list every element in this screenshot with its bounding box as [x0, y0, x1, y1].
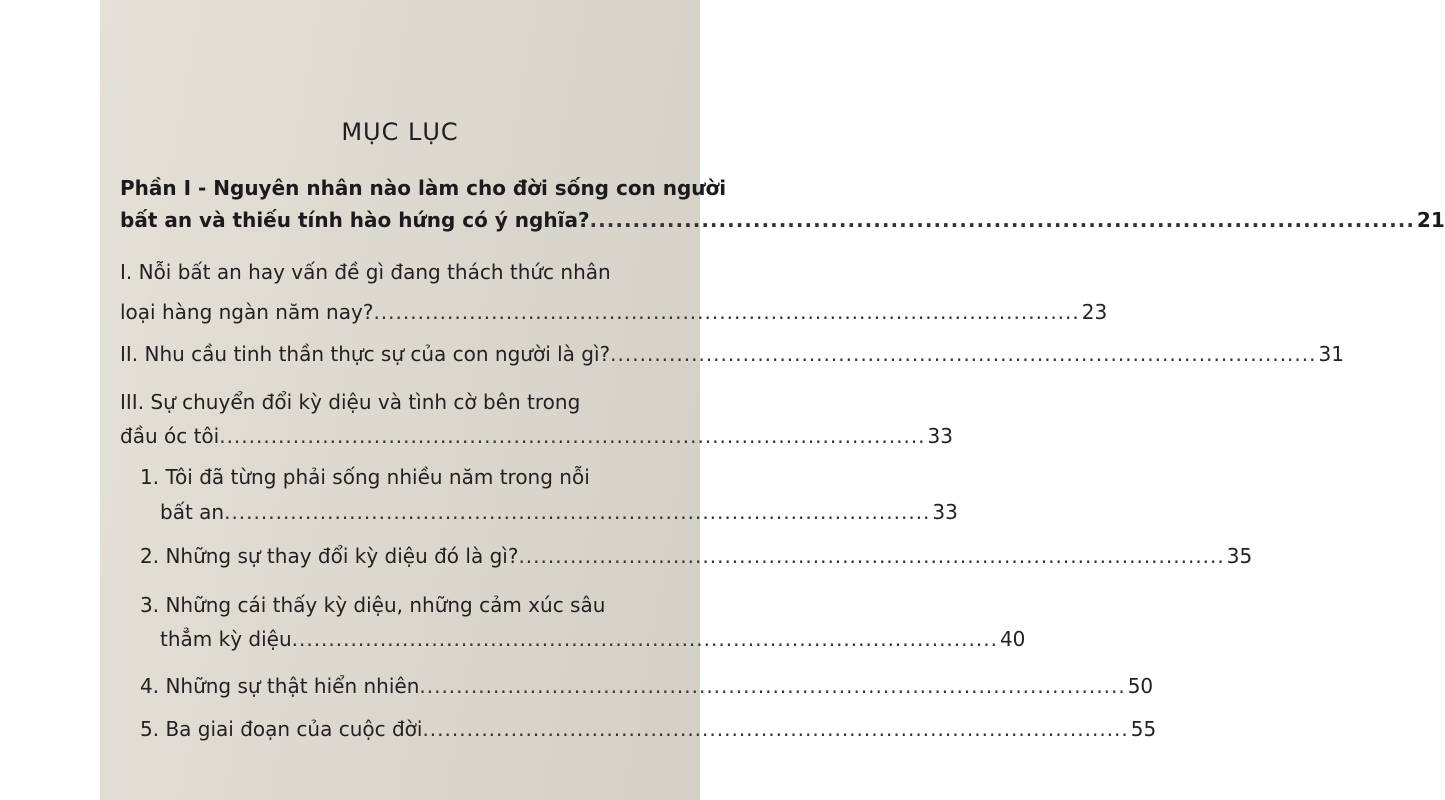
page-number: 23: [1081, 300, 1108, 324]
page-number: 50: [1127, 674, 1154, 698]
page-number: 33: [927, 424, 953, 448]
leader-dots: ................................................................................................: [589, 208, 1415, 232]
chapter-3-text: đầu óc tôi: [120, 424, 220, 448]
show-through-text: [354, 40, 361, 60]
book-page: [100, 0, 1445, 800]
section-5-text: 5. Ba giai đoạn của cuộc đời: [140, 717, 423, 741]
section-4-text: 4. Những sự thật hiển nhiên: [140, 674, 420, 698]
chapter-3-line2: [120, 424, 953, 448]
section-3-line1: 3. Những cái thấy kỳ diệu, những cảm xúc sâu: [140, 593, 606, 617]
page-number: 35: [1226, 544, 1253, 568]
part-heading-text: bất an và thiếu tính hào hứng có ý nghĩa?: [120, 208, 590, 232]
part-heading-line2: [120, 208, 1445, 232]
section-2: [140, 544, 1253, 568]
chapter-1-text: loại hàng ngàn năm nay?: [120, 300, 374, 324]
leader-dots: ................................................................................................: [422, 717, 1129, 741]
page-title: MỤC LỤC: [341, 118, 459, 146]
leader-dots: ................................................................................................: [291, 627, 998, 651]
chapter-3-line1: III. Sự chuyển đổi kỳ diệu và tình cờ bên trong: [120, 390, 581, 414]
page-number: 21: [1416, 208, 1445, 232]
show-through-text: [349, 8, 356, 28]
section-1-line1: 1. Tôi đã từng phải sống nhiều năm trong nỗi: [140, 465, 590, 489]
page-number: 40: [999, 627, 1026, 651]
leader-dots: ................................................................................................: [610, 342, 1317, 366]
leader-dots: ................................................................................................: [518, 544, 1225, 568]
show-through-text: [329, 72, 336, 92]
section-1-line2: [160, 500, 958, 524]
section-3-text: thẳm kỳ diệu: [160, 627, 292, 651]
section-4: [140, 674, 1154, 698]
page-number: 55: [1130, 717, 1157, 741]
chapter-2: [120, 342, 1344, 366]
leader-dots: ................................................................................................: [219, 424, 926, 448]
leader-dots: ................................................................................................: [373, 300, 1080, 324]
section-5: [140, 717, 1157, 741]
section-2-text: 2. Những sự thay đổi kỳ diệu đó là gì?: [140, 544, 519, 568]
page-number: 33: [932, 500, 958, 524]
leader-dots: ................................................................................................: [419, 674, 1126, 698]
part-heading-line1: Phần I - Nguyên nhân nào làm cho đời sống con người: [120, 176, 727, 200]
chapter-1-line2: [120, 300, 1108, 324]
page-number: 31: [1318, 342, 1344, 366]
section-1-text: bất an: [160, 500, 225, 524]
section-3-line2: [160, 627, 1026, 651]
chapter-2-text: II. Nhu cầu tinh thần thực sự của con người là gì?: [120, 342, 611, 366]
chapter-1-line1: I. Nỗi bất an hay vấn đề gì đang thách thức nhân: [120, 260, 611, 284]
leader-dots: ................................................................................................: [224, 500, 931, 524]
